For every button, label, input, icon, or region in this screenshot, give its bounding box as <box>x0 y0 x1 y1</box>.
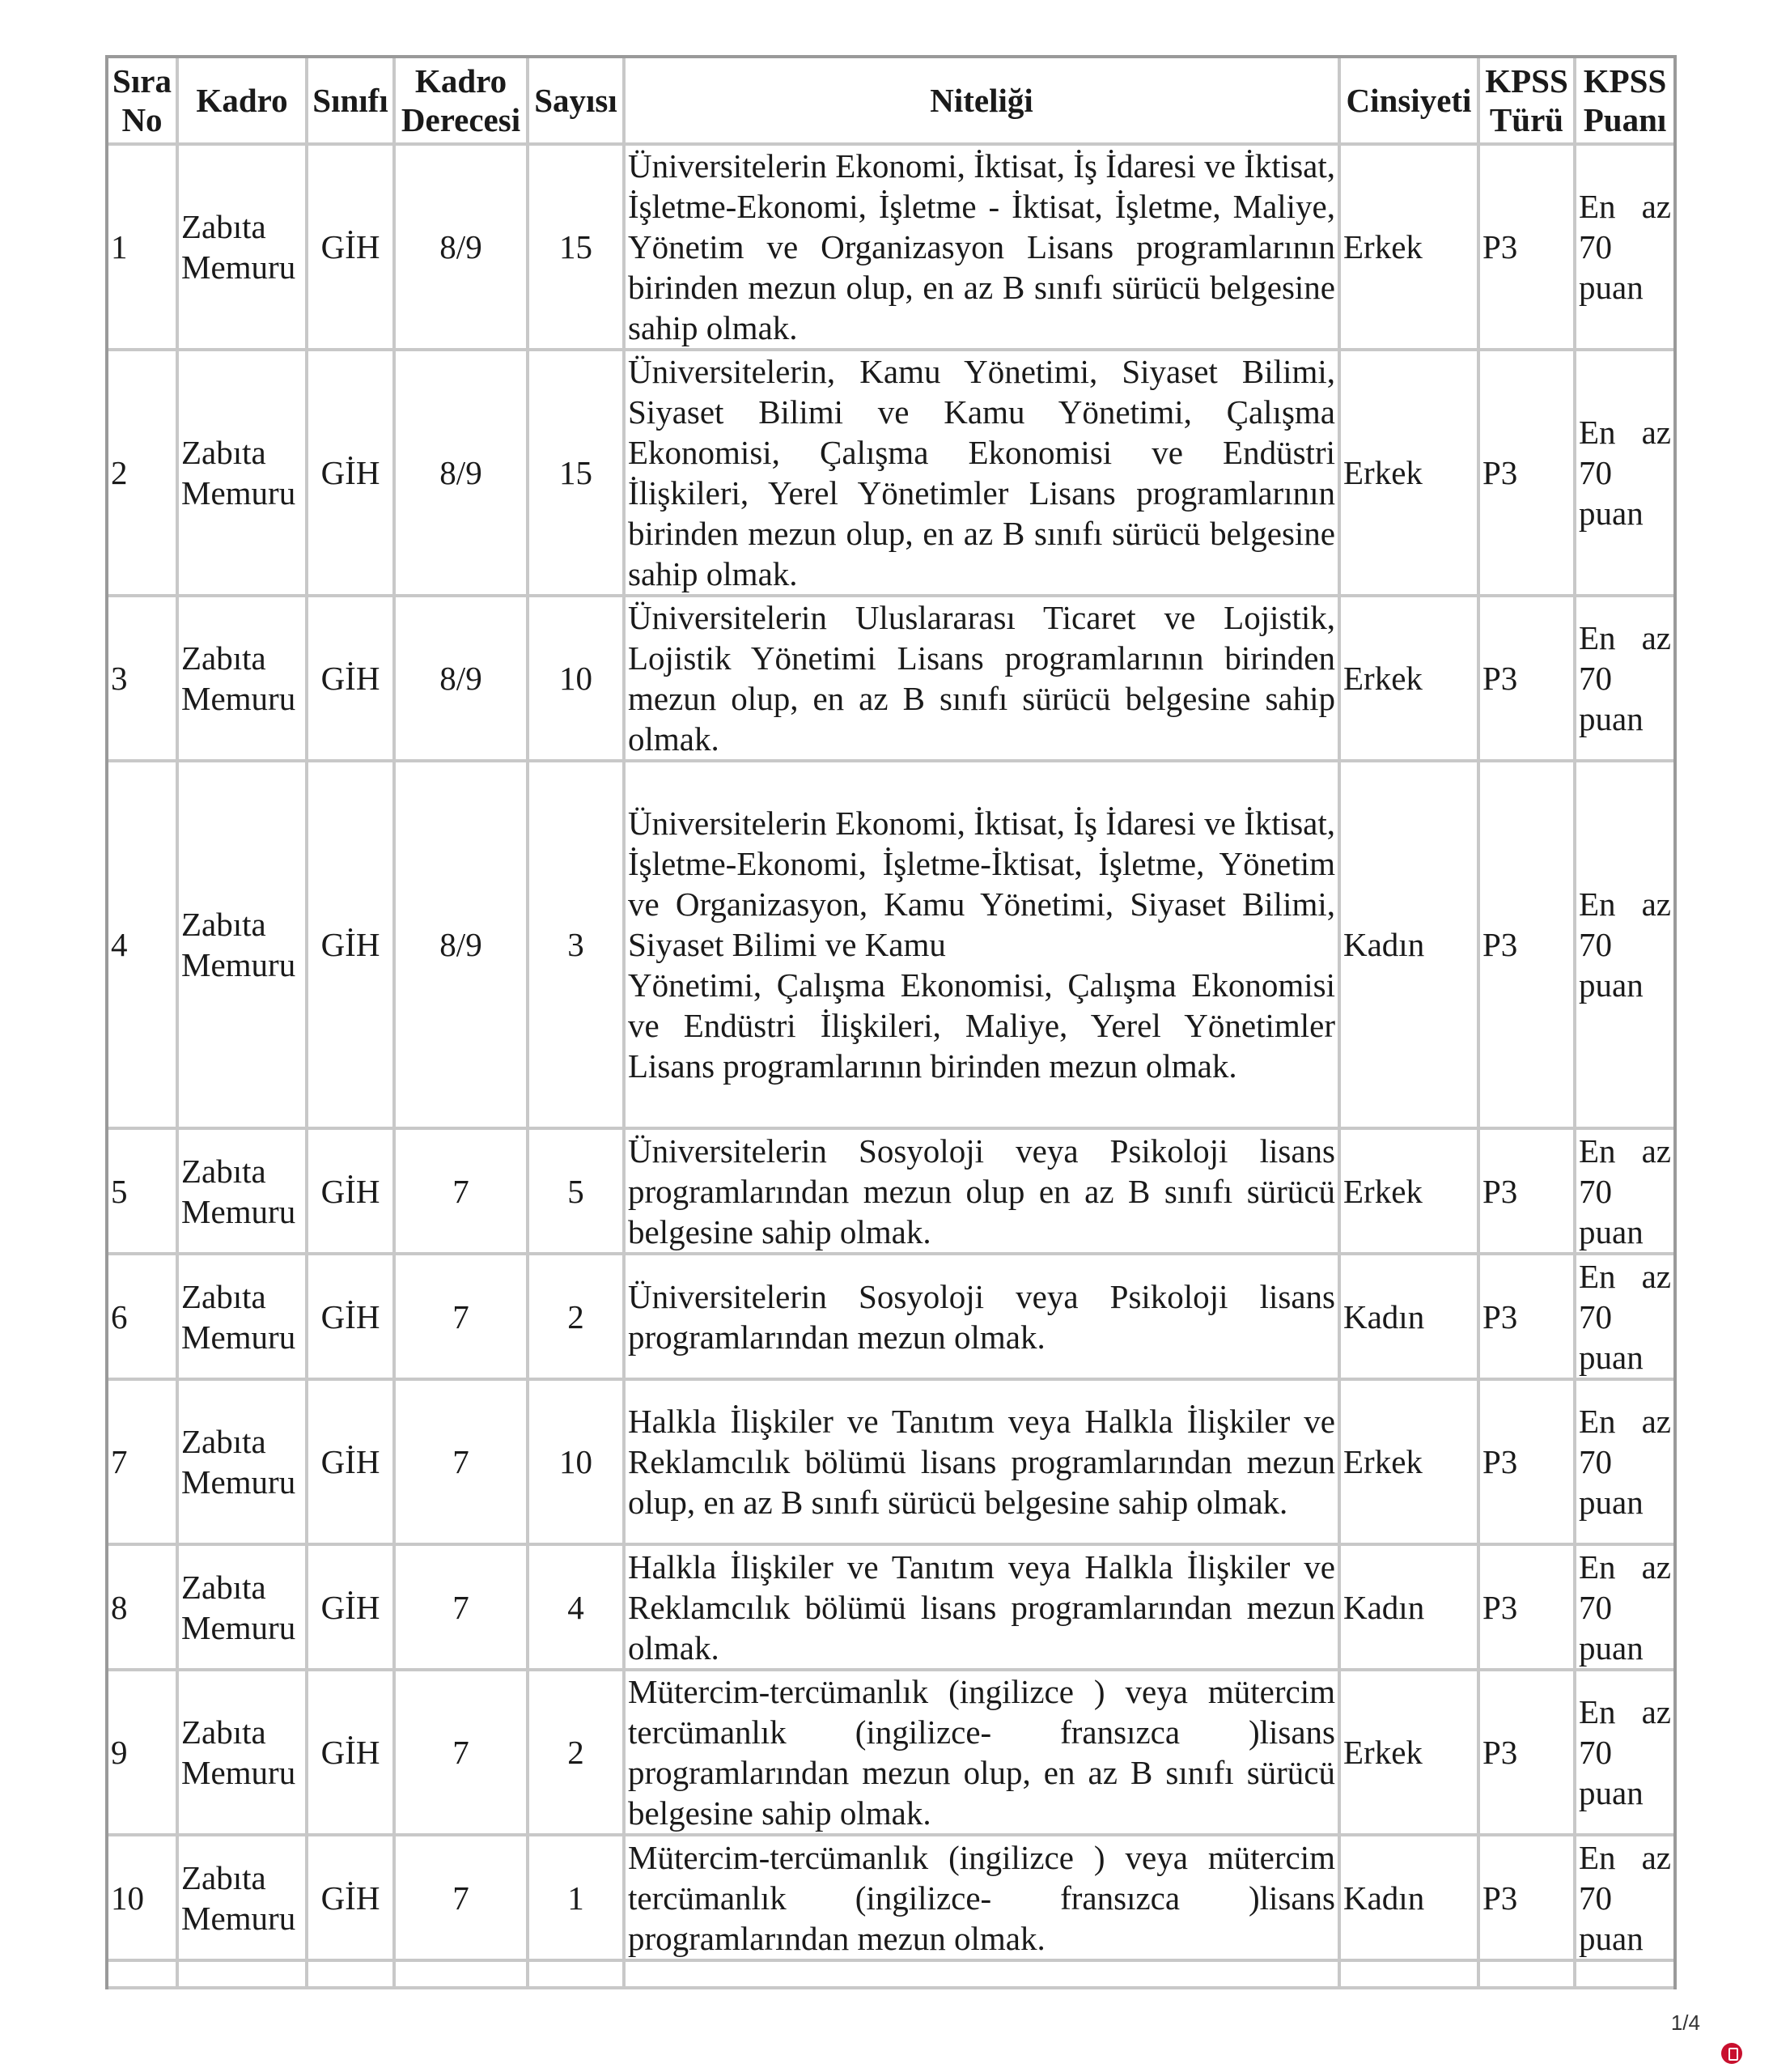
table-row <box>108 762 1673 1130</box>
table-row <box>108 1381 1673 1546</box>
cell-sinif: GİH <box>308 1671 396 1836</box>
cell-empty <box>179 1962 308 1989</box>
header-kadro: Kadro <box>179 58 308 146</box>
cell-kpss-puani: En az 70 puan <box>1576 1130 1673 1255</box>
cell-sinif: GİH <box>308 1836 396 1962</box>
cell-derece: 8/9 <box>396 762 529 1130</box>
header-sinifi: Sınıfı <box>308 58 396 146</box>
cell-sinif: GİH <box>308 597 396 762</box>
header-sira-no: Sıra No <box>108 58 179 146</box>
cell-sinif: GİH <box>308 351 396 597</box>
cell-no: 10 <box>108 1836 179 1962</box>
cell-nitelik: Üniversitelerin, Kamu Yönetimi, Siyaset Bilimi, Siyaset Bilimi ve Kamu Yönetimi, Çalışma Ekonomisi, Çalışma Ekonomisi ve Endüstri İlişkileri, Yerel Yönetimler Lisans programlarının birinden mezun olup, en az B sınıfı sürücü belgesine sahip olmak. <box>626 351 1341 597</box>
cell-no: 5 <box>108 1130 179 1255</box>
cell-sinif: GİH <box>308 1546 396 1671</box>
cell-sayi: 2 <box>529 1671 626 1836</box>
cell-sinif: GİH <box>308 1381 396 1546</box>
cell-derece: 8/9 <box>396 146 529 351</box>
cell-sayi: 10 <box>529 597 626 762</box>
cell-kadro: Zabıta Memuru <box>179 1671 308 1836</box>
header-kpss-turu: KPSS Türü <box>1480 58 1576 146</box>
cell-nitelik: Üniversitelerin Sosyoloji veya Psikoloji lisans programlarından mezun olup en az B sınıfı sürücü belgesine sahip olmak. <box>626 1130 1341 1255</box>
cell-nitelik: Halkla İlişkiler ve Tanıtım veya Halkla İlişkiler ve Reklamcılık bölümü lisans programlarından mezun olmak. <box>626 1546 1341 1671</box>
cell-derece: 7 <box>396 1836 529 1962</box>
cell-sinif: GİH <box>308 1130 396 1255</box>
header-niteligi: Niteliği <box>626 58 1341 146</box>
cell-derece: 7 <box>396 1255 529 1381</box>
brand-logo-icon <box>1721 2043 1742 2064</box>
cell-kpss-turu: P3 <box>1480 351 1576 597</box>
table-row <box>108 1546 1673 1671</box>
cell-sayi: 4 <box>529 1546 626 1671</box>
table-row <box>108 1671 1673 1836</box>
table-header-row <box>108 58 1673 146</box>
cell-nitelik: Mütercim-tercümanlık (ingilizce ) veya mütercim tercümanlık (ingilizce- fransızca )lisans programlarından mezun olup, en az B sınıfı sürücü belgesine sahip olmak. <box>626 1671 1341 1836</box>
table-row <box>108 597 1673 762</box>
table-row <box>108 1130 1673 1255</box>
cell-no: 8 <box>108 1546 179 1671</box>
cell-cinsiyet: Kadın <box>1341 762 1480 1130</box>
cell-derece: 8/9 <box>396 597 529 762</box>
cell-empty <box>308 1962 396 1989</box>
cell-sinif: GİH <box>308 762 396 1130</box>
cell-kpss-puani: En az 70 puan <box>1576 1671 1673 1836</box>
cell-kadro: Zabıta Memuru <box>179 1255 308 1381</box>
cell-derece: 8/9 <box>396 351 529 597</box>
cell-sayi: 10 <box>529 1381 626 1546</box>
header-kpss-puani: KPSS Puanı <box>1576 58 1673 146</box>
cell-kpss-turu: P3 <box>1480 146 1576 351</box>
cell-kadro: Zabıta Memuru <box>179 1546 308 1671</box>
cell-empty <box>396 1962 529 1989</box>
cell-sayi: 3 <box>529 762 626 1130</box>
cell-cinsiyet: Erkek <box>1341 1130 1480 1255</box>
cell-cinsiyet: Erkek <box>1341 1671 1480 1836</box>
cell-cinsiyet: Kadın <box>1341 1836 1480 1962</box>
cell-kpss-turu: P3 <box>1480 1546 1576 1671</box>
table-row <box>108 351 1673 597</box>
header-cinsiyeti: Cinsiyeti <box>1341 58 1480 146</box>
cell-empty <box>626 1962 1341 1989</box>
cell-kpss-puani: En az 70 puan <box>1576 597 1673 762</box>
cell-cinsiyet: Kadın <box>1341 1546 1480 1671</box>
page-number: 1/4 <box>1670 2010 1700 2035</box>
cell-kpss-puani: En az 70 puan <box>1576 1381 1673 1546</box>
cell-kadro: Zabıta Memuru <box>179 351 308 597</box>
nitelik-part-2: Yönetimi, Çalışma Ekonomisi, Çalışma Ekonomisi ve Endüstri İlişkileri, Maliye, Yerel Yönetimler Lisans programlarının birinden mezun olmak. <box>628 966 1335 1085</box>
cell-no: 4 <box>108 762 179 1130</box>
cell-cinsiyet: Kadın <box>1341 1255 1480 1381</box>
cell-sinif: GİH <box>308 146 396 351</box>
cell-kadro: Zabıta Memuru <box>179 762 308 1130</box>
cell-kpss-puani: En az 70 puan <box>1576 1546 1673 1671</box>
cell-no: 9 <box>108 1671 179 1836</box>
cell-kadro: Zabıta Memuru <box>179 1836 308 1962</box>
cell-cinsiyet: Erkek <box>1341 146 1480 351</box>
cell-empty <box>108 1962 179 1989</box>
cell-kadro: Zabıta Memuru <box>179 1381 308 1546</box>
cell-kpss-turu: P3 <box>1480 1381 1576 1546</box>
cell-kpss-turu: P3 <box>1480 762 1576 1130</box>
cell-no: 6 <box>108 1255 179 1381</box>
cell-derece: 7 <box>396 1381 529 1546</box>
cell-kpss-turu: P3 <box>1480 597 1576 762</box>
cell-derece: 7 <box>396 1130 529 1255</box>
cell-no: 2 <box>108 351 179 597</box>
cell-nitelik: Üniversitelerin Ekonomi, İktisat, İş İdaresi ve İktisat, İşletme-Ekonomi, İşletme - İktisat, İşletme, Maliye, Yönetim ve Organizasyon Lisans programlarının birinden mezun olup, en az B sınıfı sürücü belgesine sahip olmak. <box>626 146 1341 351</box>
cell-kpss-puani: En az 70 puan <box>1576 146 1673 351</box>
cell-empty <box>1576 1962 1673 1989</box>
cell-cinsiyet: Erkek <box>1341 351 1480 597</box>
table-row <box>108 1836 1673 1962</box>
cell-kpss-puani: En az 70 puan <box>1576 351 1673 597</box>
cell-sayi: 15 <box>529 351 626 597</box>
cell-kpss-puani: En az 70 puan <box>1576 1255 1673 1381</box>
cell-derece: 7 <box>396 1671 529 1836</box>
cell-cinsiyet: Erkek <box>1341 597 1480 762</box>
cell-kpss-puani: En az 70 puan <box>1576 762 1673 1130</box>
staff-positions-table <box>105 55 1677 1989</box>
cell-kpss-turu: P3 <box>1480 1671 1576 1836</box>
cell-nitelik: Üniversitelerin Uluslararası Ticaret ve Lojistik, Lojistik Yönetimi Lisans programlarının birinden mezun olup, en az B sınıfı sürücü belgesine sahip olmak. <box>626 597 1341 762</box>
table-row <box>108 1255 1673 1381</box>
cell-empty <box>529 1962 626 1989</box>
cell-sayi: 5 <box>529 1130 626 1255</box>
cell-no: 3 <box>108 597 179 762</box>
cell-kpss-turu: P3 <box>1480 1130 1576 1255</box>
header-sayisi: Sayısı <box>529 58 626 146</box>
cell-sayi: 15 <box>529 146 626 351</box>
nitelik-part-1: Üniversitelerin Ekonomi, İktisat, İş İdaresi ve İktisat, İşletme-Ekonomi, İşletme-İktisat, İşletme, Yönetim ve Organizasyon, Kamu Yönetimi, Siyaset Bilimi, Siyaset Bilimi ve Kamu <box>628 805 1335 963</box>
cell-derece: 7 <box>396 1546 529 1671</box>
cell-sinif: GİH <box>308 1255 396 1381</box>
cell-no: 7 <box>108 1381 179 1546</box>
table-row-continued <box>108 1962 1673 1989</box>
cell-no: 1 <box>108 146 179 351</box>
header-kadro-derecesi: Kadro Derecesi <box>396 58 529 146</box>
cell-cinsiyet: Erkek <box>1341 1381 1480 1546</box>
cell-nitelik: Halkla İlişkiler ve Tanıtım veya Halkla İlişkiler ve Reklamcılık bölümü lisans programlarından mezun olup, en az B sınıfı sürücü belgesine sahip olmak. <box>626 1381 1341 1546</box>
cell-nitelik: Üniversitelerin Sosyoloji veya Psikoloji lisans programlarından mezun olmak. <box>626 1255 1341 1381</box>
cell-kpss-turu: P3 <box>1480 1836 1576 1962</box>
cell-kpss-puani: En az 70 puan <box>1576 1836 1673 1962</box>
table-row <box>108 146 1673 351</box>
cell-kadro: Zabıta Memuru <box>179 146 308 351</box>
cell-kadro: Zabıta Memuru <box>179 597 308 762</box>
cell-sayi: 1 <box>529 1836 626 1962</box>
cell-sayi: 2 <box>529 1255 626 1381</box>
cell-kpss-turu: P3 <box>1480 1255 1576 1381</box>
cell-empty <box>1341 1962 1480 1989</box>
cell-nitelik: Mütercim-tercümanlık (ingilizce ) veya mütercim tercümanlık (ingilizce- fransızca )lisans programlarından mezun olmak. <box>626 1836 1341 1962</box>
cell-kadro: Zabıta Memuru <box>179 1130 308 1255</box>
cell-nitelik <box>626 762 1341 1130</box>
cell-empty <box>1480 1962 1576 1989</box>
